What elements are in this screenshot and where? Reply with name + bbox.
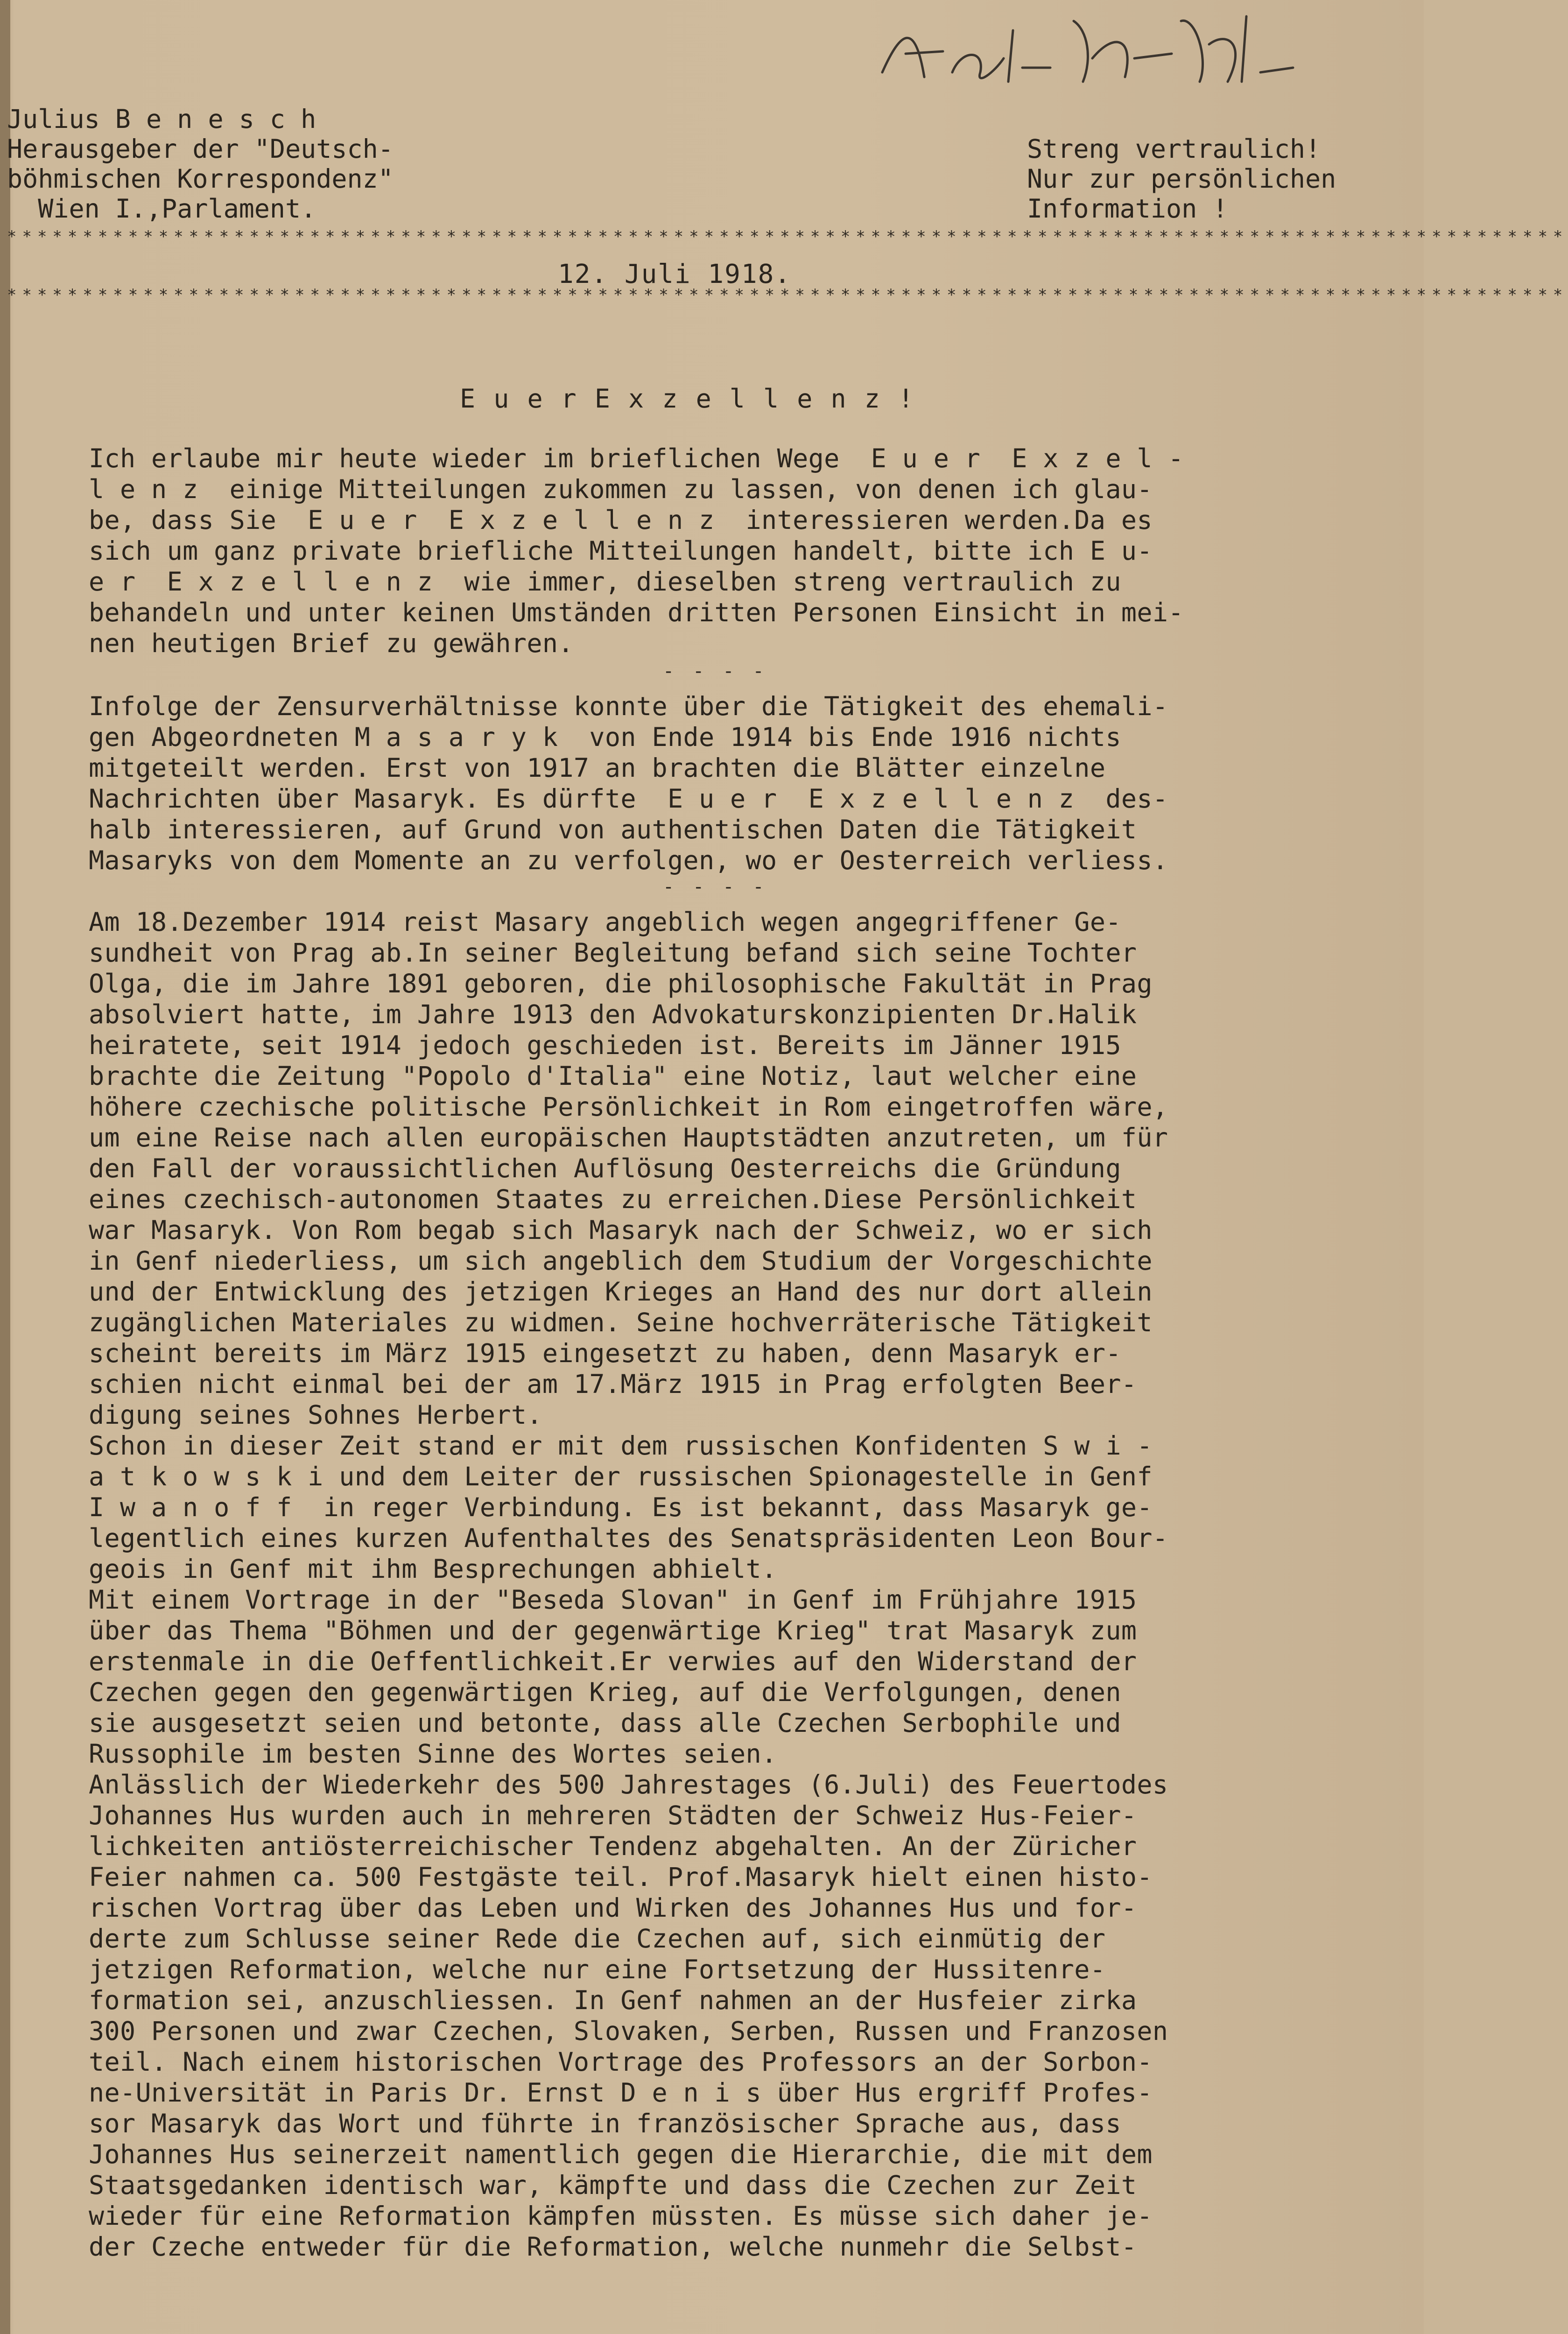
body-line: nen heutigen Brief zu gewähren.	[89, 628, 574, 658]
body-line: Staatsgedanken identisch war, kämpfte und dass die Czechen zur Zeit	[89, 2170, 1137, 2200]
information-note: Information !	[1027, 194, 1228, 224]
body-line: höhere czechische politische Persönlichkeit in Rom eingetroffen wäre,	[89, 1092, 1168, 1122]
body-line: Mit einem Vortrage in der "Beseda Slovan" in Genf im Frühjahre 1915	[89, 1585, 1137, 1615]
body-line: digung seines Sohnes Herbert.	[89, 1400, 542, 1430]
body-line: Olga, die im Jahre 1891 geboren, die philosophische Fakultät in Prag	[89, 969, 1153, 998]
sender-name: Julius B e n e s c h	[7, 104, 316, 134]
body-line: Johannes Hus seinerzeit namentlich gegen die Hierarchie, die mit dem	[89, 2139, 1153, 2169]
body-line: derte zum Schlusse seiner Rede die Czechen auf, sich einmütig der	[89, 1924, 1106, 1954]
paragraph-separator: - - - -	[663, 876, 768, 898]
body-line: Schon in dieser Zeit stand er mit dem russischen Konfidenten S w i -	[89, 1431, 1153, 1461]
body-line: Masaryks von dem Momente an zu verfolgen, wo er Oesterreich verliess.	[89, 845, 1168, 875]
salutation: E u e r E x z e l l e n z !	[460, 384, 915, 414]
body-line: brachte die Zeitung "Popolo d'Italia" eine Notiz, laut welcher eine	[89, 1061, 1137, 1091]
star-divider-bottom: *******************************************************************************************************	[7, 286, 1568, 304]
body-line: e r E x z e l l e n z wie immer, dieselben streng vertraulich zu	[89, 567, 1121, 597]
personal-note: Nur zur persönlichen	[1027, 164, 1336, 194]
body-line: wieder für eine Reformation kämpfen müssten. Es müsse sich daher je-	[89, 2201, 1153, 2231]
body-line: 300 Personen und zwar Czechen, Slovaken, Serben, Russen und Franzosen	[89, 2016, 1168, 2046]
body-line: um eine Reise nach allen europäischen Hauptstädten anzutreten, um für	[89, 1123, 1168, 1153]
body-line: Am 18.Dezember 1914 reist Masary angeblich wegen angegriffener Ge-	[89, 907, 1121, 937]
body-line: erstenmale in die Oeffentlichkeit.Er verwies auf den Widerstand der	[89, 1646, 1137, 1676]
body-line: den Fall der voraussichtlichen Auflösung Oesterreichs die Gründung	[89, 1153, 1121, 1183]
body-line: scheint bereits im März 1915 eingesetzt zu haben, denn Masaryk er-	[89, 1338, 1121, 1368]
sender-role: Herausgeber der "Deutsch-	[7, 134, 394, 164]
body-line: legentlich eines kurzen Aufenthaltes des Senatspräsidenten Leon Bour-	[89, 1523, 1168, 1553]
body-line: behandeln und unter keinen Umständen dritten Personen Einsicht in mei-	[89, 598, 1184, 627]
body-line: sich um ganz private briefliche Mitteilungen handelt, bitte ich E u-	[89, 536, 1153, 566]
body-line: sundheit von Prag ab.In seiner Begleitung befand sich seine Tochter	[89, 938, 1137, 968]
star-divider-top: *******************************************************************************************************	[7, 227, 1568, 246]
body-line: schien nicht einmal bei der am 17.März 1915 in Prag erfolgten Beer-	[89, 1369, 1137, 1399]
body-line: Anlässlich der Wiederkehr des 500 Jahrestages (6.Juli) des Feuertodes	[89, 1770, 1168, 1800]
body-line: a t k o w s k i und dem Leiter der russischen Spionagestelle in Genf	[89, 1462, 1153, 1491]
body-line: Feier nahmen ca. 500 Festgäste teil. Prof.Masaryk hielt einen histo-	[89, 1862, 1153, 1892]
body-line: Russophile im besten Sinne des Wortes seien.	[89, 1739, 777, 1769]
body-line: Nachrichten über Masaryk. Es dürfte E u e r E x z e l l e n z des-	[89, 784, 1168, 814]
body-line: sor Masaryk das Wort und führte in französischer Sprache aus, dass	[89, 2109, 1121, 2138]
body-line: Infolge der Zensurverhältnisse konnte über die Tätigkeit des ehemali-	[89, 691, 1168, 721]
body-line: Ich erlaube mir heute wieder im brieflichen Wege E u e r E x z e l -	[89, 443, 1184, 473]
paragraph-separator: - - - -	[663, 661, 768, 682]
body-line: I w a n o f f in reger Verbindung. Es ist bekannt, dass Masaryk ge-	[89, 1492, 1153, 1522]
body-line: absolviert hatte, im Jahre 1913 den Advokaturskonzipienten Dr.Halik	[89, 999, 1137, 1029]
body-line: in Genf niederliess, um sich angeblich dem Studium der Vorgeschichte	[89, 1246, 1153, 1276]
confidential-note: Streng vertraulich!	[1027, 134, 1321, 164]
body-line: Johannes Hus wurden auch in mehreren Städten der Schweiz Hus-Feier-	[89, 1800, 1137, 1830]
body-line: geois in Genf mit ihm Besprechungen abhielt.	[89, 1554, 777, 1584]
body-line: über das Thema "Böhmen und der gegenwärtige Krieg" trat Masaryk zum	[89, 1616, 1137, 1645]
body-line: zugänglichen Materiales zu widmen. Seine hochverräterische Tätigkeit	[89, 1308, 1153, 1337]
body-line: eines czechisch-autonomen Staates zu erreichen.Diese Persönlichkeit	[89, 1184, 1137, 1214]
sender-address: Wien I.,Parlament.	[7, 194, 316, 224]
body-line: gen Abgeordneten M a s a r y k von Ende 1914 bis Ende 1916 nichts	[89, 722, 1121, 752]
body-line: teil. Nach einem historischen Vortrage des Professors an der Sorbon-	[89, 2047, 1153, 2077]
body-line: halb interessieren, auf Grund von authentischen Daten die Tätigkeit	[89, 815, 1137, 844]
body-line: l e n z einige Mitteilungen zukommen zu lassen, von denen ich glau-	[89, 474, 1153, 504]
sender-organisation: böhmischen Korrespondenz"	[7, 164, 394, 194]
body-line: be, dass Sie E u e r E x z e l l e n z interessieren werden.Da es	[89, 505, 1153, 535]
body-line: Czechen gegen den gegenwärtigen Krieg, auf die Verfolgungen, denen	[89, 1677, 1121, 1707]
body-line: der Czeche entweder für die Reformation, welche nunmehr die Selbst-	[89, 2232, 1137, 2262]
body-line: mitgeteilt werden. Erst von 1917 an brachten die Blätter einzelne	[89, 753, 1106, 783]
body-line: formation sei, anzuschliessen. In Genf nahmen an der Husfeier zirka	[89, 1985, 1137, 2015]
body-line: sie ausgesetzt seien und betonte, dass alle Czechen Serbophile und	[89, 1708, 1121, 1738]
body-line: ne-Universität in Paris Dr. Ernst D e n i s über Hus ergriff Profes-	[89, 2078, 1153, 2108]
body-line: rischen Vortrag über das Leben und Wirken des Johannes Hus und for-	[89, 1893, 1137, 1923]
body-line: jetzigen Reformation, welche nur eine Fortsetzung der Hussitenre-	[89, 1954, 1106, 1984]
body-line: lichkeiten antiösterreichischer Tendenz abgehalten. An der Züricher	[89, 1831, 1137, 1861]
body-line: heiratete, seit 1914 jedoch geschieden ist. Bereits im Jänner 1915	[89, 1030, 1121, 1060]
letter-date: 12. Juli 1918.	[558, 259, 792, 289]
body-line: und der Entwicklung des jetzigen Krieges an Hand des nur dort allein	[89, 1277, 1153, 1307]
body-line: war Masaryk. Von Rom begab sich Masaryk nach der Schweiz, wo er sich	[89, 1215, 1153, 1245]
